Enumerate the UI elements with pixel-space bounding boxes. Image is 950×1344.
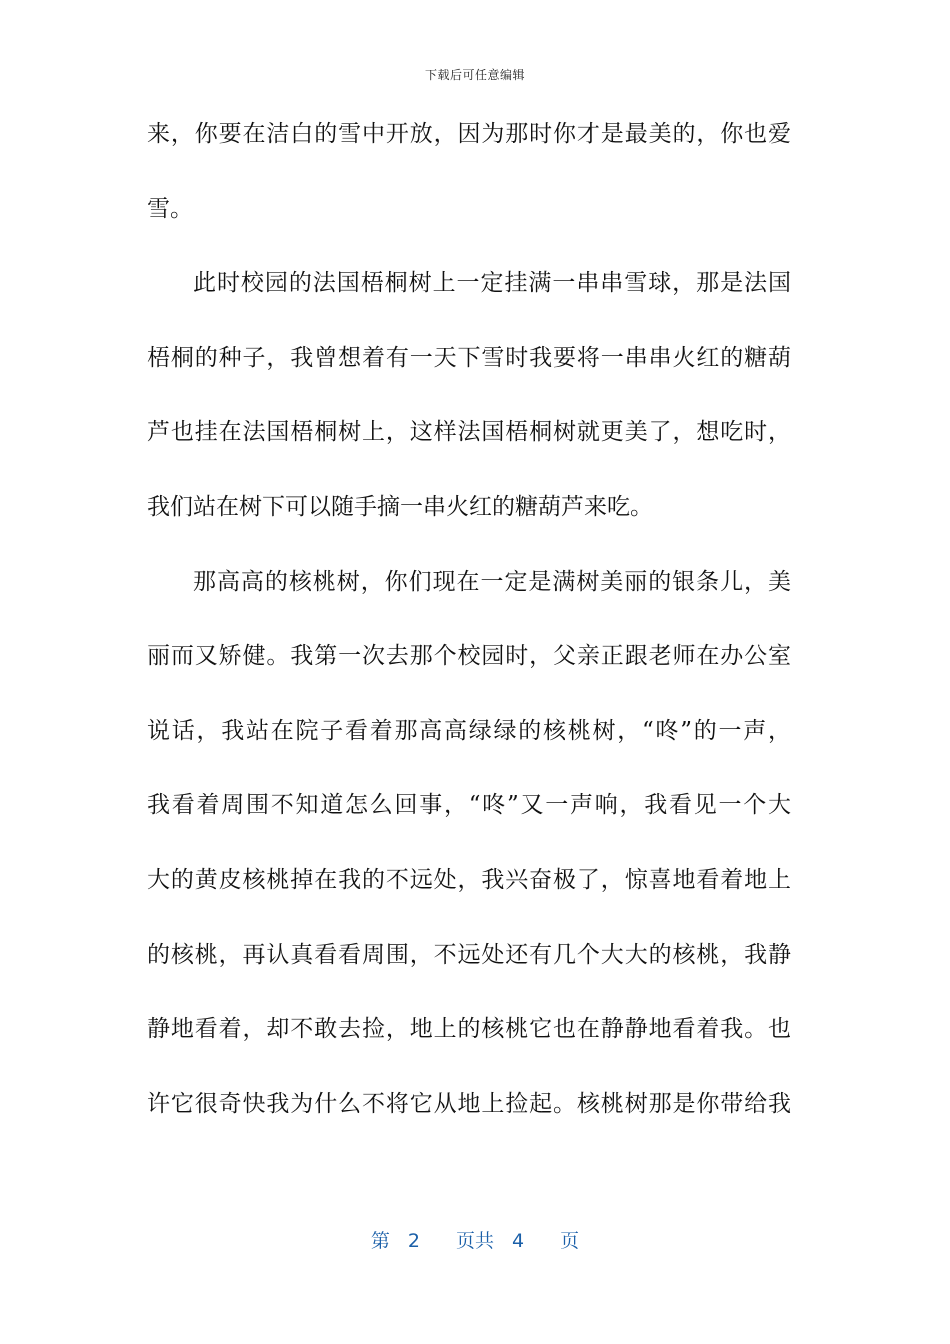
text-line: 许它很奇快我为什么不将它从地上捡起。核桃树那是你带给我: [147, 1090, 791, 1117]
text-line: 我看着周围不知道怎么回事，“咚”又一声响，我看见一个大: [147, 792, 791, 819]
text-line: 静地看着，却不敢去捡，地上的核桃它也在静静地看着我。也: [147, 1016, 791, 1043]
total-pages-number: 4: [512, 1230, 525, 1252]
text-line: 的核桃，再认真看看周围，不远处还有几个大大的核桃，我静: [147, 941, 791, 968]
text-line: 梧桐的种子，我曾想着有一天下雪时我要将一串串火红的糖葫: [147, 344, 791, 371]
footer-middle: 页共: [455, 1230, 494, 1252]
footer-prefix: 第: [370, 1230, 390, 1252]
paragraph-first-line: 那高高的核桃树，你们现在一定是满树美丽的银条儿，美: [193, 568, 791, 595]
text-line: 大的黄皮核桃掉在我的不远处，我兴奋极了，惊喜地看着地上: [147, 866, 791, 893]
text-line: 丽而又矫健。我第一次去那个校园时，父亲正跟老师在办公室: [147, 643, 791, 670]
text-line: 说话，我站在院子看着那高高绿绿的核桃树，“咚”的一声，: [147, 717, 791, 744]
page-number-footer: [0, 1226, 950, 1253]
text-line: 芦也挂在法国梧桐树上，这样法国梧桐树就更美了，想吃时，: [147, 419, 791, 446]
current-page-number: 2: [407, 1230, 420, 1252]
footer-suffix: 页: [560, 1230, 580, 1252]
document-body: [147, 122, 791, 1166]
text-line: 雪。: [147, 195, 193, 222]
page-header: 下载后可任意编辑: [424, 68, 525, 82]
text-line: 来，你要在洁白的雪中开放，因为那时你才是最美的，你也爱: [147, 121, 791, 147]
text-line: 我们站在树下可以随手摘一串火红的糖葫芦来吃。: [147, 493, 653, 520]
paragraph-first-line: 此时校园的法国梧桐树上一定挂满一串串雪球，那是法国: [193, 270, 791, 297]
